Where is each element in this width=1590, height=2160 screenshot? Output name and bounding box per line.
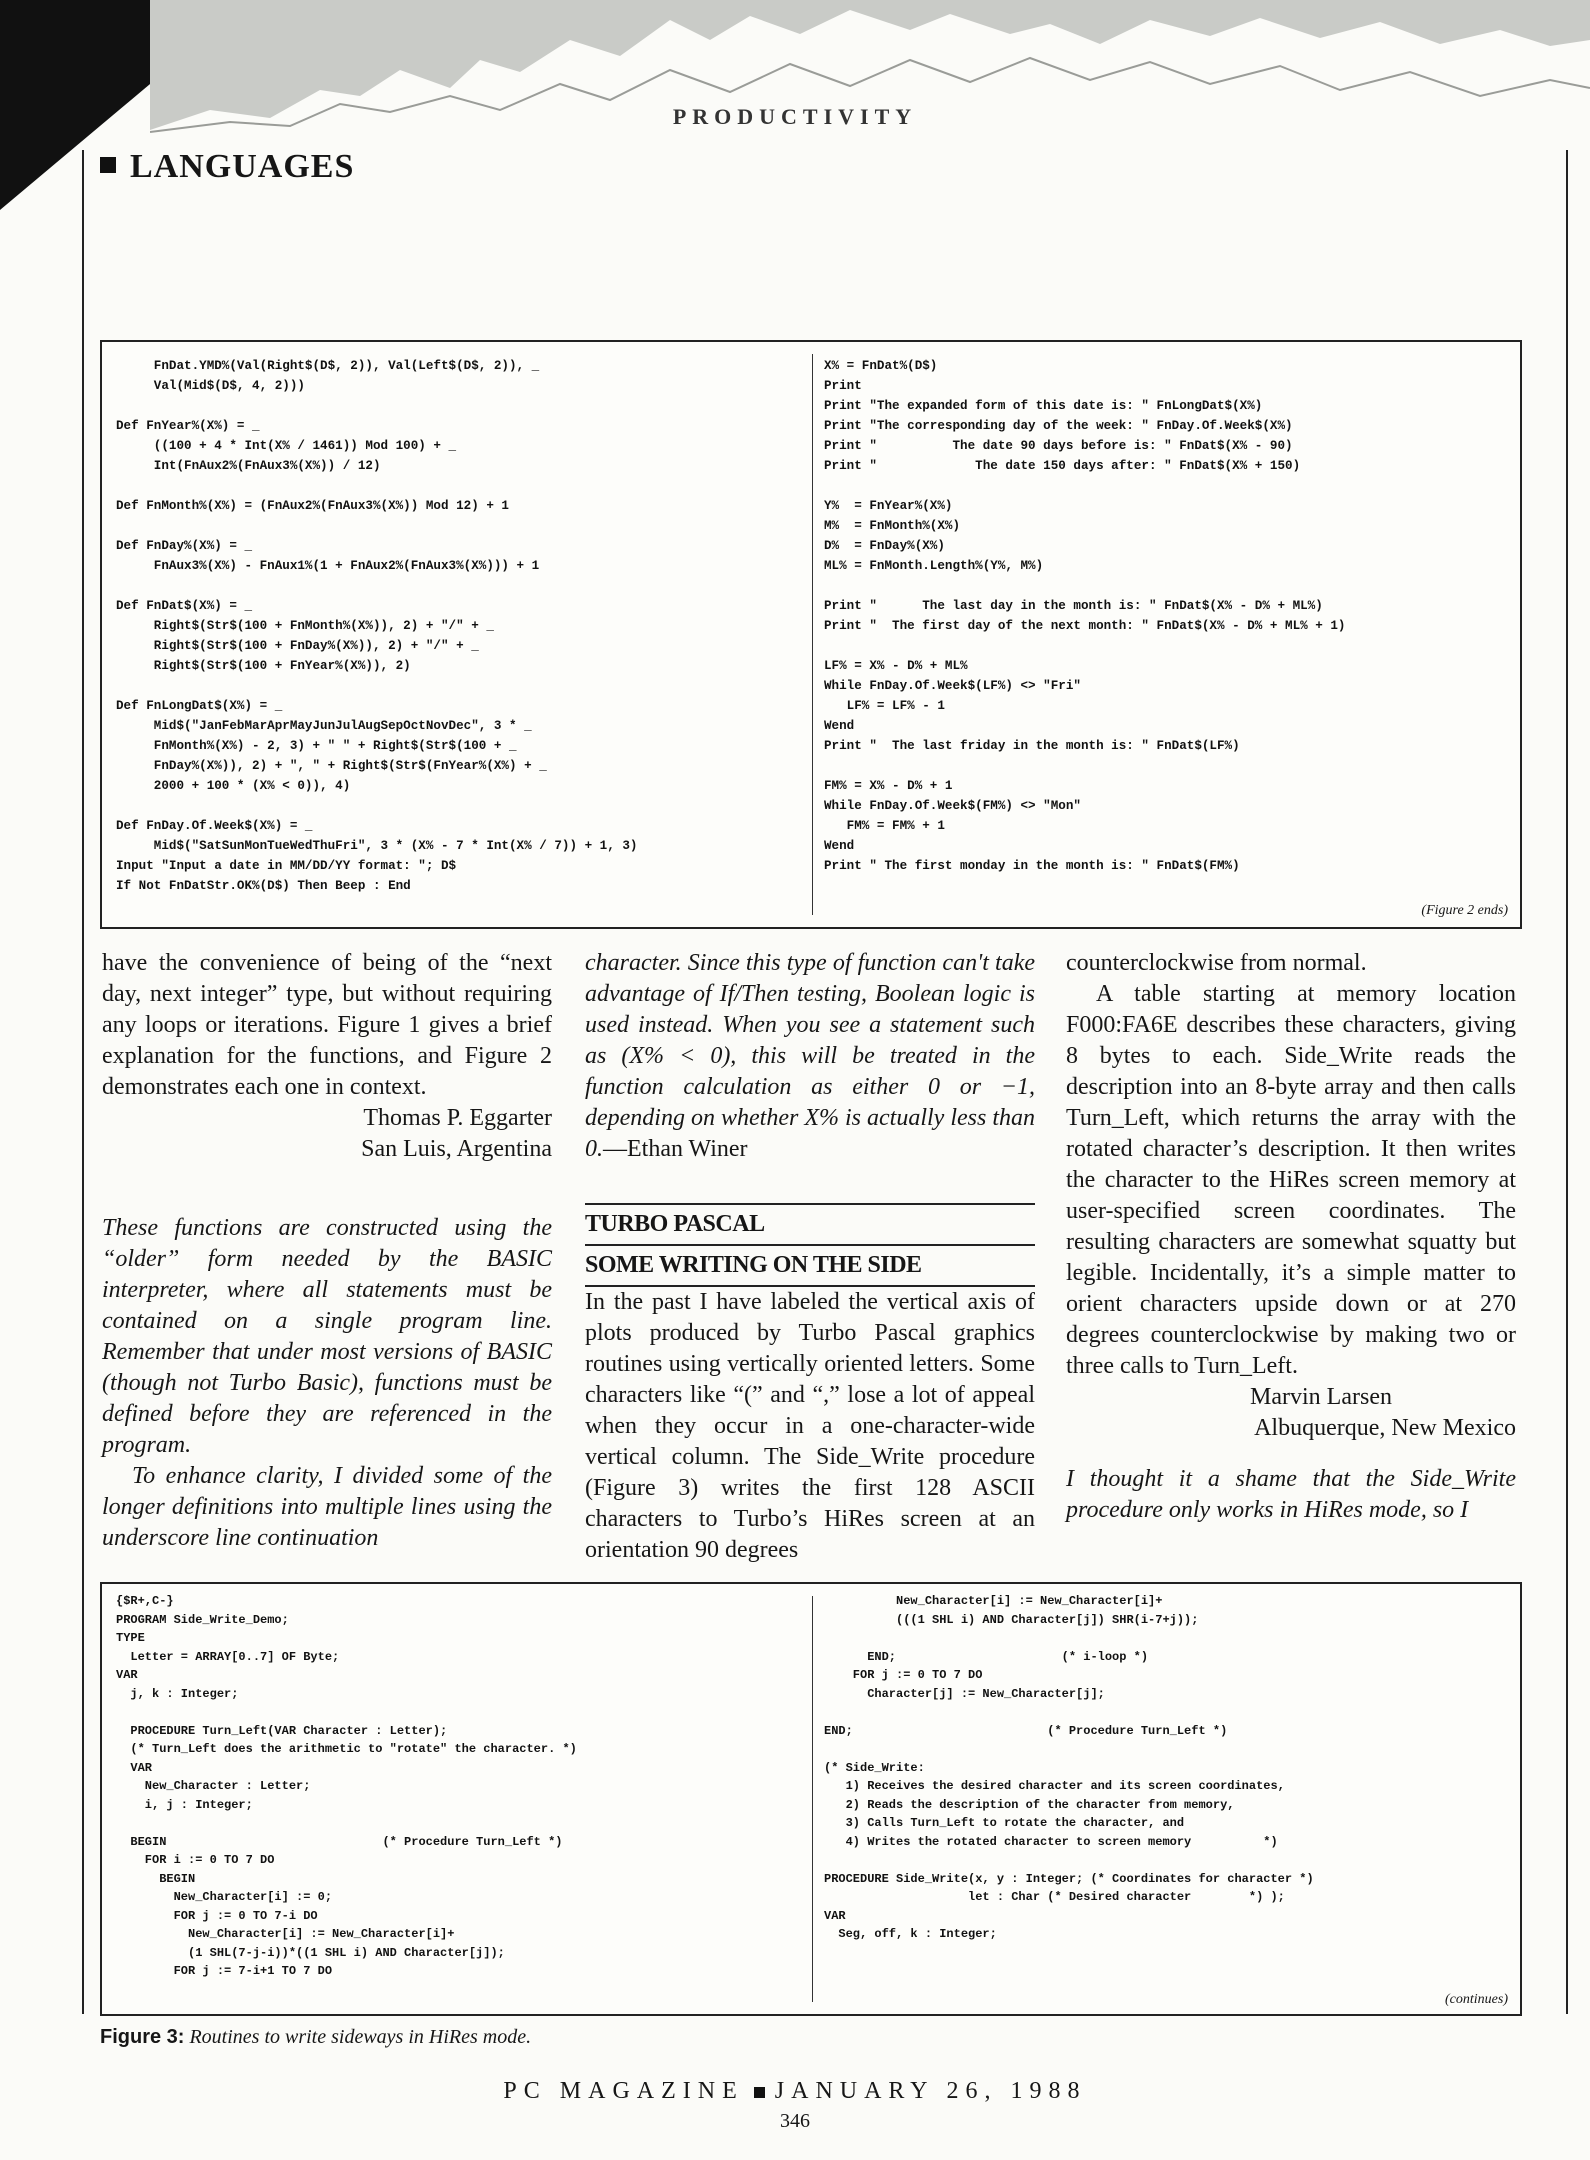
col1-paragraph-2: These functions are constructed using the “older” form needed by the BASIC interpreter, where all statements must be contained on a single program line. Remember that under most versions of BASIC (though not Turbo Basic), functions must be defined before they are referenced in the program.	[102, 1215, 552, 1458]
article-column-1	[102, 948, 552, 1554]
figure3-left-code: {$R+,C-} PROGRAM Side_Write_Demo; TYPE Letter = ARRAY[0..7] OF Byte; VAR j, k : Integer; PROCEDURE Turn_Left(VAR Character : Letter); (* Turn_Left does the arithmetic to "rotate" the character. *) VAR New_Character : Letter; i, j : Integer; BEGIN (* Procedure Turn_Left *) FOR i := 0 TO 7 DO BEGIN New_Character[i] := 0; FOR j := 0 TO 7-i DO New_Character[i] := New_Character[i]+ (1 SHL(7-j-i))*((1 SHL i) AND Character[j]); FOR j := 7-i+1 TO 7 DO	[116, 1594, 577, 1978]
page-footer	[0, 2078, 1590, 2105]
section-label: PRODUCTIVITY	[672, 104, 918, 129]
figure2-right-code: X% = FnDat%(D$) Print Print "The expanded form of this date is: " FnLongDat$(X%) Print "The corresponding day of the week: " FnDay.Of.Week$(X%) Print " The date 90 days before is: " FnDat$(X% - 90) Print " The date 150 days after: " FnDat$(X% + 150) Y% = FnYear%(X%) M% = FnMonth%(X%) D% = FnDay%(X%) ML% = FnMonth.Length%(Y%, M%) Print " The last day in the month is: " FnDat$(X% - D% + ML%) Print " The first day of the next month: " FnDat$(X% - D% + ML% + 1) LF% = X% - D% + ML% While FnDay.Of.Week$(LF%) <> "Fri" LF% = LF% - 1 Wend Print " The last friday in the month is: " FnDat$(LF%) FM% = X% - D% + 1 While FnDay.Of.Week$(FM%) <> "Mon" FM% = FM% + 1 Wend Print " The first monday in the month is: " FnDat$(FM%)	[824, 359, 1346, 873]
figure3-caption	[100, 2026, 531, 2049]
col1-paragraph-3: To enhance clarity, I divided some of the longer definitions into multiple lines using the underscore line continuation	[102, 1463, 552, 1551]
figure3-continued-note: (continues)	[1445, 1992, 1508, 2007]
section-name: TURBO PASCAL	[585, 1211, 765, 1237]
col1-paragraph-1: have the convenience of being of the “next day, next integer” type, but without requiring any loops or iterations. Figure 1 gives a brief explanation for the functions, and Figure 2 demonstrates each one in context.	[102, 950, 552, 1100]
page-number: 346	[780, 2110, 810, 2132]
issue-date: JANUARY 26, 1988	[774, 2078, 1087, 2104]
col2-paragraph-1	[585, 948, 1035, 1165]
footer-bullet-icon	[754, 2087, 765, 2098]
figure3-caption-label: Figure 3:	[100, 2026, 185, 2048]
col3-author: Marvin Larsen	[1250, 1384, 1392, 1410]
article-column-2	[585, 948, 1035, 1566]
article-column-3	[1066, 948, 1516, 1526]
bullet-square-icon	[100, 157, 116, 173]
col3-paragraph-1: counterclockwise from normal.	[1066, 950, 1367, 976]
column-title-text: LANGUAGES	[130, 148, 355, 185]
figure3-right-code: New_Character[i] := New_Character[i]+ (((1 SHL i) AND Character[j]) SHR(i-7+j)); END; (* i-loop *) FOR j := 0 TO 7 DO Character[j] := New_Character[j]; END; (* Procedure Turn_Left *) (* Side_Write: 1) Receives the desired character and its screen coordinates, 2) Reads the description of the character from memory, 3) Calls Turn_Left to rotate the character, and 4) Writes the rotated character to screen memory *) PROCEDURE Side_Write(x, y : Integer; (* Coordinates for character *) let : Char (* Desired character *) ); VAR Seg, off, k : Integer;	[824, 1594, 1314, 1941]
figure2-end-note: (Figure 2 ends)	[1421, 903, 1508, 918]
col1-location: San Luis, Argentina	[361, 1136, 552, 1162]
page-right-rule	[1566, 150, 1568, 2014]
figure2-left-code: FnDat.YMD%(Val(Right$(D$, 2)), Val(Left$(D$, 2)), _ Val(Mid$(D$, 4, 2))) Def FnYear%(X%) = _ ((100 + 4 * Int(X% / 1461)) Mod 100) + _ Int(FnAux2%(FnAux3%(X%)) / 12) Def FnMonth%(X%) = (FnAux2%(FnAux3%(X%)) Mod 12) + 1 Def FnDay%(X%) = _ FnAux3%(X%) - FnAux1%(1 + FnAux2%(FnAux3%(X%))) + 1 Def FnDat$(X%) = _ Right$(Str$(100 + FnMonth%(X%)), 2) + "/" + _ Right$(Str$(100 + FnDay%(X%)), 2) + "/" + _ Right$(Str$(100 + FnYear%(X%)), 2) Def FnLongDat$(X%) = _ Mid$("JanFebMarAprMayJunJulAugSepOctNovDec", 3 * _ FnMonth%(X%) - 2, 3) + " " + Right$(Str$(100 + _ FnDay%(X%)), 2) + ", " + Right$(Str$(FnYear%(X%) + _ 2000 + 100 * (X% < 0)), 4) Def FnDay.Of.Week$(X%) = _ Mid$("SatSunMonTueWedThuFri", 3 * (X% - 7 * Int(X% / 7)) + 1, 3) Input "Input a date in MM/DD/YY format: "; D$ If Not FnDatStr.OK%(D$) Then Beep : End	[116, 359, 638, 893]
col2-signoff: —Ethan Winer	[603, 1136, 748, 1162]
figure3-code-box	[100, 1582, 1522, 2016]
figure3-caption-text: Routines to write sideways in HiRes mode.	[189, 2026, 532, 2048]
code-divider	[812, 354, 813, 915]
page-left-rule	[82, 150, 84, 2014]
col2-paragraph-1-text: character. Since this type of function can't take advantage of If/Then testing, Boolean logic is used instead. When you see a statement such as (X% < 0), this will be treated in the function calculation as either 0 or −1, depending on whether X% is actually less than 0.	[585, 950, 1035, 1162]
column-title	[100, 148, 354, 186]
publication-name: PC MAGAZINE	[503, 2078, 744, 2104]
col3-location: Albuquerque, New Mexico	[1254, 1415, 1516, 1441]
col3-paragraph-3: I thought it a shame that the Side_Write procedure only works in HiRes mode, so I	[1066, 1466, 1516, 1523]
article-heading: SOME WRITING ON THE SIDE	[585, 1252, 922, 1278]
col1-author: Thomas P. Eggarter	[363, 1105, 552, 1131]
col3-paragraph-2: A table starting at memory location F000:FA6E describes these characters, giving 8 bytes to each. Side_Write reads the description into an 8-byte array and then calls Turn_Left, which returns the array with the rotated character’s description. It then writes the character to the HiRes screen memory at user-specified screen coordinates. The resulting characters are somewhat squatty but legible. Incidentally, it’s a simple matter to orient characters upside down or at 270 degrees counterclockwise by making two or three calls to Turn_Left.	[1066, 981, 1516, 1379]
figure2-code-box	[100, 340, 1522, 929]
code-divider	[812, 1596, 813, 2002]
col2-paragraph-2: In the past I have labeled the vertical axis of plots produced by Turbo Pascal graphics routines using vertically oriented letters. Some characters like “(” and “,” lose a lot of appeal when they occur in a one-character-wide vertical column. The Side_Write procedure (Figure 3) writes the first 128 ASCII characters to Turbo’s HiRes screen at an orientation 90 degrees	[585, 1289, 1035, 1563]
